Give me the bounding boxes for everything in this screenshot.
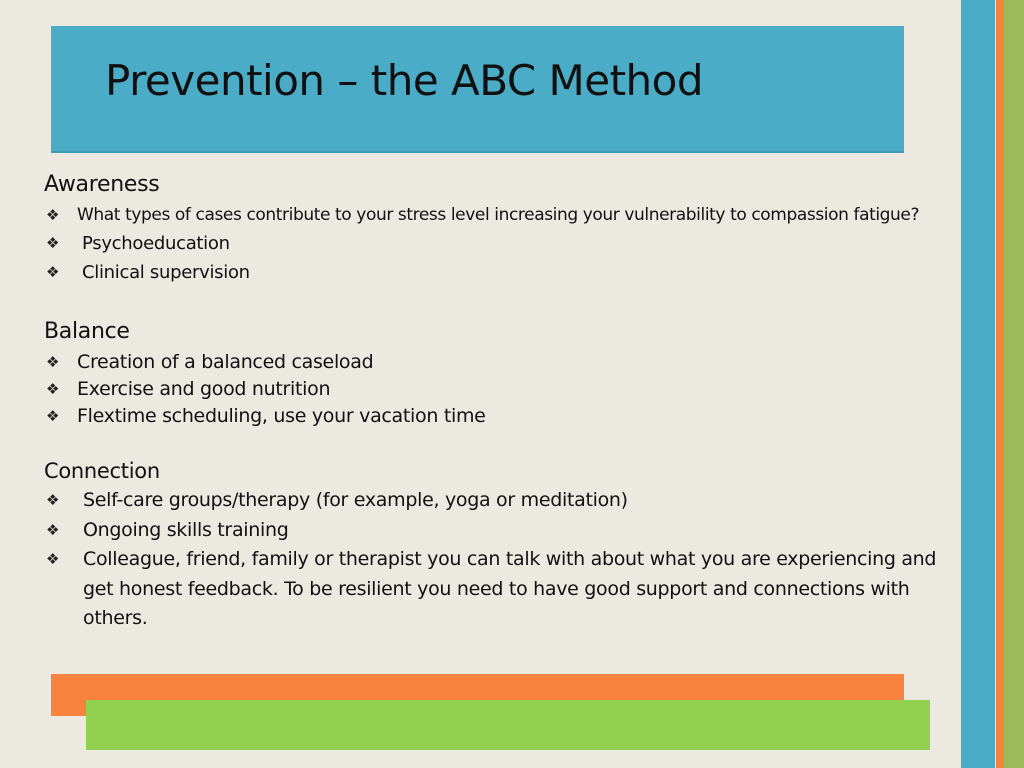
diamond-bullet-icon: ❖ [46, 520, 60, 539]
list-item-text: What types of cases contribute to your stress level increasing your vulnerability to compassion fatigue? [77, 205, 920, 225]
section-connection [44, 456, 944, 634]
right-stripe-green [1004, 0, 1024, 768]
list-item-text: Ongoing skills training [83, 518, 289, 541]
section-heading-awareness: Awareness [44, 172, 160, 197]
bottom-green-bar [86, 700, 930, 750]
list-item-text: Psychoeducation [82, 233, 230, 254]
diamond-bullet-icon: ❖ [46, 234, 60, 252]
right-stripe-orange [996, 0, 1004, 768]
section-balance [44, 315, 944, 430]
slide-content [44, 168, 944, 634]
section-awareness [44, 168, 944, 287]
list-item-text: Clinical supervision [82, 262, 250, 283]
connection-list [44, 486, 944, 634]
balance-list [44, 349, 944, 430]
diamond-bullet-icon: ❖ [46, 206, 60, 224]
awareness-list [44, 202, 944, 287]
diamond-bullet-icon: ❖ [46, 407, 60, 425]
diamond-bullet-icon: ❖ [46, 353, 60, 371]
list-item [44, 516, 944, 546]
list-item [44, 376, 944, 403]
list-item-text: Flextime scheduling, use your vacation time [77, 405, 486, 427]
list-item-text: Creation of a balanced caseload [77, 351, 374, 373]
section-heading-connection: Connection [44, 459, 160, 483]
diamond-bullet-icon: ❖ [46, 550, 60, 568]
section-heading-balance: Balance [44, 319, 130, 344]
slide-title: Prevention – the ABC Method [105, 56, 704, 105]
title-banner [51, 26, 904, 153]
list-item [44, 349, 944, 376]
list-item [44, 545, 944, 634]
list-item-text: Exercise and good nutrition [77, 378, 331, 400]
diamond-bullet-icon: ❖ [46, 491, 60, 509]
diamond-bullet-icon: ❖ [46, 263, 60, 281]
list-item-text: Self-care groups/therapy (for example, yoga or meditation) [83, 489, 628, 511]
list-item [44, 403, 944, 430]
list-item-text: Colleague, friend, family or therapist you can talk with about what you are experiencing and get honest feedback. To be resilient you need to have good support and connections with others. [83, 548, 937, 629]
list-item [44, 202, 944, 229]
list-item [44, 486, 944, 516]
right-stripe-blue [961, 0, 995, 768]
diamond-bullet-icon: ❖ [46, 380, 60, 398]
list-item [44, 258, 944, 287]
list-item [44, 229, 944, 258]
